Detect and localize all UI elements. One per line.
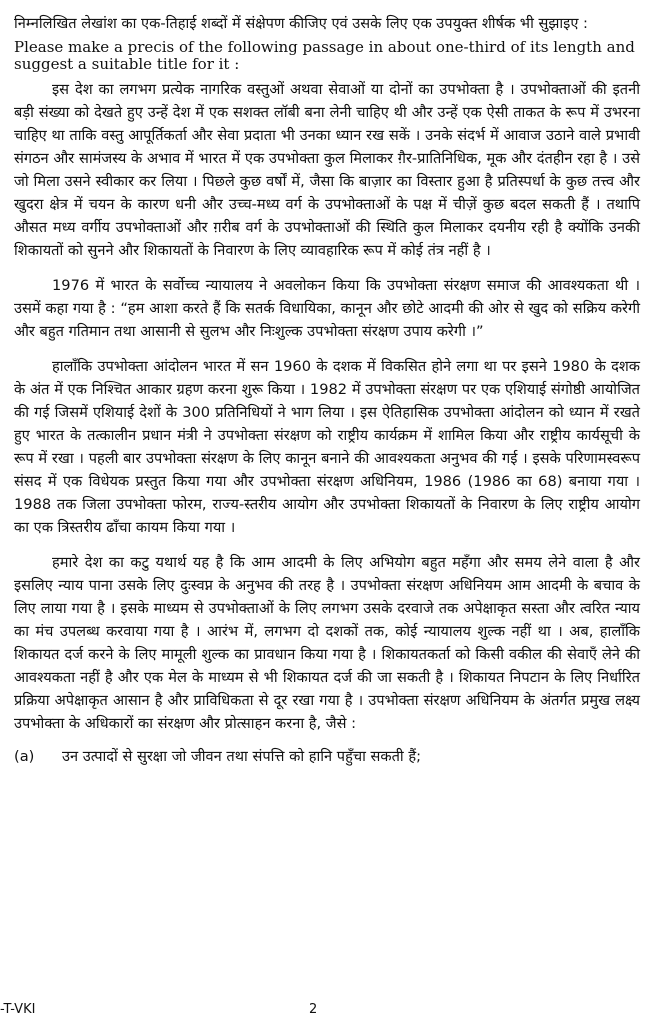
page-number: 2 — [309, 1002, 318, 1017]
paper-code: -T-VKI — [0, 1002, 36, 1017]
passage-paragraph: हमारे देश का कटु यथार्थ यह है कि आम आदमी के लिए अभियोग बहुत महँगा और समय लेने वाला है और इसलिए न्याय पाना उसके लिए दुःस्वप्न के अनुभव की तरह है । उपभोक्ता संरक्षण अधिनियम आम आदमी के बचाव के लिए लाया गया है । इसके माध्यम से उपभोक्ताओं के लिए लगभग उसके दरवाजे तक अपेक्षाकृत सस्ता और त्वरित न्याय का मंच उपलब्ध करवाया गया है । आरंभ में, लगभग दो दशकों तक, कोई न्यायालय शुल्क नहीं था । अब, हालाँकि शिकायत दर्ज करने के लिए मामूली शुल्क का प्रावधान किया गया है । शिकायतकर्ता को किसी वकील की सेवाएँ लेने की आवश्यकता नहीं है और एक मेल के माध्यम से भी शिकायत दर्ज की जा सकती है । शिकायत निपटान के लिए निर्धारित प्रक्रिया अपेक्षाकृत आसान है और प्राविधिकता से दूर रखा गया है । उपभोक्ता संरक्षण अधिनियम के अंतर्गत प्रमुख लक्ष्य उपभोक्ता के अधिकारों का संरक्षण और प्रोत्साहन करना है, जैसे : — [14, 554, 640, 732]
instruction-hindi: निम्नलिखित लेखांश का एक-तिहाई शब्दों में संक्षेपण कीजिए एवं उसके लिए एक उपयुक्त शीर्षक भी सुझाइए : — [14, 15, 588, 32]
instruction-english: Please make a precis of the following passage in about one-third of its length and suggest a suitable title for it : — [14, 38, 635, 73]
list-item-marker: (a) — [14, 748, 35, 765]
page-footer — [0, 1000, 652, 1022]
passage-paragraph: 1976 में भारत के सर्वोच्च न्यायालय ने अवलोकन किया कि उपभोक्ता संरक्षण समाज की आवश्यकता थी । उसमें कहा गया है : “हम आशा करते हैं कि सतर्क विधायिका, कानून और छोटे आदमी की ओर से खुद को सक्रिय करेगी और बहुत गतिमान तथा आसानी से सुलभ और निःशुल्क उपभोक्ता संरक्षण उपाय करेगी ।” — [14, 277, 640, 340]
list-item-text: उन उत्पादों से सुरक्षा जो जीवन तथा संपत्ति को हानि पहुँचा सकती हैं; — [62, 748, 421, 765]
list-item — [14, 745, 640, 768]
passage-paragraph: इस देश का लगभग प्रत्येक नागरिक वस्तुओं अथवा सेवाओं या दोनों का उपभोक्ता है । उपभोक्ताओं की इतनी बड़ी संख्या को देखते हुए उन्हें देश में एक सशक्त लॉबी बना लेनी चाहिए थी और उन्हें एक ऐसी ताकत के रूप में उभरना चाहिए था ताकि वस्तु आपूर्तिकर्ता और सेवा प्रदाता भी उनका ध्यान रख सकें । उनके संदर्भ में आवाज उठाने वाले प्रभावी संगठन और सामंजस्य के अभाव में भारत में एक उपभोक्ता कुल मिलाकर ग़ैर-प्रातिनिधिक, मूक और दंतहीन रहा है । उसे जो मिला उसने स्वीकार कर लिया । पिछले कुछ वर्षों में, जैसा कि बाज़ार का विस्तार हुआ है प्रतिस्पर्धा के कुछ तत्त्व और खुदरा क्षेत्र में चयन के कारण धनी और उच्च-मध्य वर्ग के उपभोक्ताओं के पक्ष में चीज़ें कुछ बदल सकती हैं । तथापि औसत मध्य वर्गीय उपभोक्ताओं और ग़रीब वर्ग के उपभोक्ताओं की स्थिति कुल मिलाकर दयनीय रही है क्योंकि उनकी शिकायतों को सुनने और शिकायतों के निवारण के लिए व्यावहारिक रूप में कोई तंत्र नहीं है । — [14, 81, 640, 259]
passage-paragraph: हालाँकि उपभोक्ता आंदोलन भारत में सन 1960 के दशक में विकसित होने लगा था पर इसने 1980 के दशक के अंत में एक निश्चित आकार ग्रहण करना शुरू किया । 1982 में उपभोक्ता संरक्षण पर एक एशियाई संगोष्ठी आयोजित की गई जिसमें एशियाई देशों के 300 प्रतिनिधियों ने भाग लिया । इस ऐतिहासिक उपभोक्ता आंदोलन को ध्यान में रखते हुए भारत के तत्कालीन प्रधान मंत्री ने उपभोक्ता संरक्षण को राष्ट्रीय कार्यक्रम में शामिल किया और राष्ट्रीय कार्यसूची के रूप में रखा । पहली बार उपभोक्ता संरक्षण के लिए कानून बनाने की आवश्यकता अनुभव की गई । इसके परिणामस्वरूप संसद में एक विधेयक प्रस्तुत किया गया और उपभोक्ता संरक्षण अधिनियम, 1986 (1986 का 68) बनाया गया । 1988 तक जिला उपभोक्ता फोरम, राज्य-स्तरीय आयोग और उपभोक्ता शिकायतों के निवारण के लिए राष्ट्रीय आयोग का एक त्रिस्तरीय ढाँचा कायम किया गया । — [14, 358, 640, 536]
